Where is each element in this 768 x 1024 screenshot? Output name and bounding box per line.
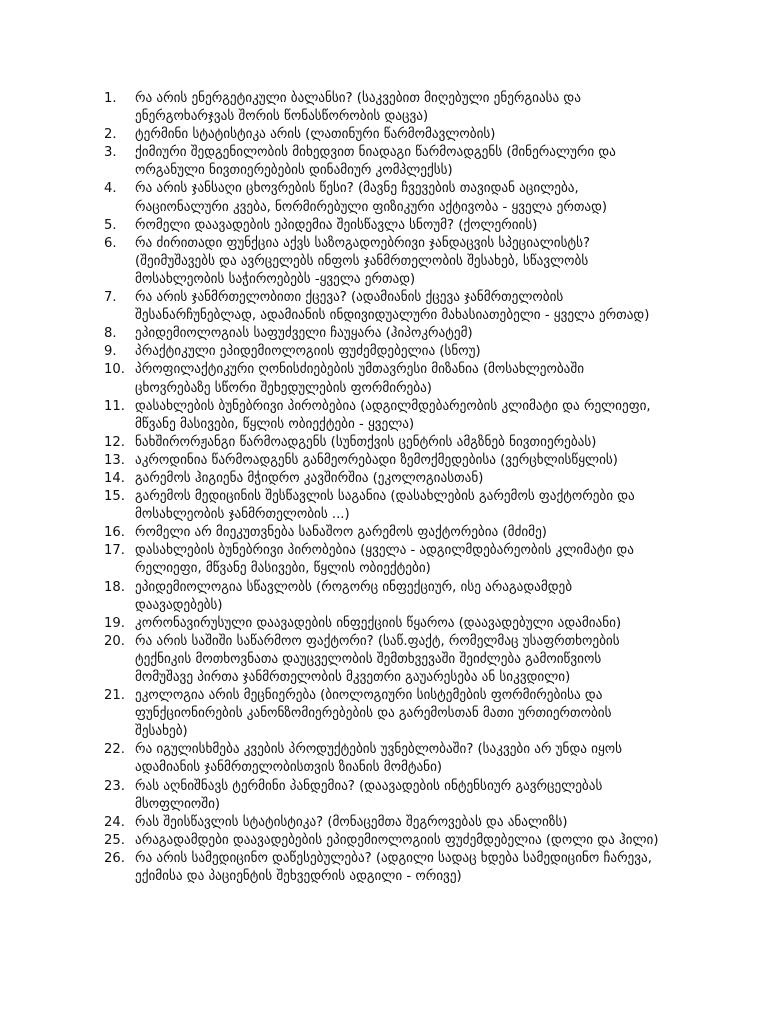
- question-answer-list: [104, 90, 684, 886]
- item-text: გარემოს ჰიგიენა მჭიდრო კავშირშია (ეკოლოგიასთან): [135, 470, 484, 486]
- item-text: პრაქტიკული ეპიდემიოლოგიის ფუძემდებელია (სნოუ): [135, 344, 481, 360]
- list-item: [104, 579, 684, 615]
- item-text: ეკოლოგია არის მეცნიერება (ბიოლოგიური სისტემების ფორმირებისა და ფუნქციონირების კანონზომიერებების და გარემოსთან მათი ურთიერთობის შესახებ): [135, 688, 612, 740]
- list-item: [104, 633, 684, 687]
- item-number: 3.: [104, 145, 117, 161]
- list-item: [104, 542, 684, 578]
- list-item: [104, 741, 684, 777]
- item-number: 23.: [104, 778, 125, 794]
- item-number: 17.: [104, 543, 125, 559]
- item-text: რა არის ჯანსაღი ცხოვრების წესი? (მავნე ჩვევების თავიდან აცილება, რაციონალური კვება, ნორმირებული ფიზიკური აქტივობა - ყველა ერთად): [135, 181, 608, 215]
- list-item: [104, 217, 684, 235]
- item-text: რომელი არ მიეკუთვნება სანაშოო გარემოს ფაქტორებია (მძიმე): [135, 525, 547, 541]
- list-item: [104, 126, 684, 144]
- item-number: 5.: [104, 217, 117, 233]
- list-item: [104, 470, 684, 488]
- item-text: გარემოს მედიცინის შესწავლის საგანია (დასახლების გარემოს ფაქტორები და მოსახლეობის ჯანმრთელობის ...): [135, 489, 635, 523]
- item-number: 20.: [104, 633, 125, 649]
- item-number: 14.: [104, 470, 125, 486]
- item-number: 12.: [104, 434, 125, 450]
- list-item: [104, 488, 684, 524]
- item-text: რომელი დაავადების ეპიდემია შეისწავლა სნოუმ? (ქოლერიის): [135, 217, 538, 233]
- item-text: რა ძირითადი ფუნქცია აქვს საზოგადოებრივი ჯანდაცვის სპეციალისტს? (შეიმუშავებს და ავრცელებს ინფოს ჯანმრთელობის შესახებ, სწავლობს მოსახლეობის საჭიროებებს -ყველა ერთად): [135, 235, 591, 287]
- item-number: 4.: [104, 181, 117, 197]
- item-text: ეპიდემიოლოგია სწავლობს (როგორც ინფექციურ, ისე არაგადამდებ დაავადებებს): [135, 579, 573, 613]
- item-text: დასახლების ბუნებრივი პირობებია (ყველა - ადგილმდებარეობის კლიმატი და რელიეფი, მწვანე მასივები, წყლის ობიექტები): [135, 543, 634, 577]
- list-item: [104, 814, 684, 832]
- item-text: ეპიდემიოლოგიას საფუძველი ჩაუყარა (ჰიპოკრატემ): [135, 326, 473, 342]
- list-item: [104, 144, 684, 180]
- item-text: რა არის საშიში საწარმოო ფაქტორი? (საწ.ფაქტ, რომელმაც უსაფრთხოების ტექნიკის მოთხოვნათა დაუცველობის შემთხვევაში შეიძლება გამოიწვიოს მომუშავე პირთა ჯანმრთელობის მკვეთრი გაუარესება ან სიკვდილი): [135, 633, 620, 685]
- list-item: [104, 90, 684, 126]
- item-text: რა იგულისხმება კვების პროდუქტების უვნებლობაში? (საკვები არ უნდა იყოს ადამიანის ჯანმრთელობისთვის ზიანის მომტანი): [135, 742, 623, 776]
- item-number: 24.: [104, 814, 125, 830]
- list-item: [104, 235, 684, 289]
- item-number: 7.: [104, 290, 117, 306]
- item-text: რა არის ენერგეტიკული ბალანსი? (საკვებით მიღებული ენერგიასა და ენერგოხარჯვას შორის წონასწორობის დაცვა): [135, 91, 581, 125]
- item-number: 18.: [104, 579, 125, 595]
- item-text: ქიმიური შედგენილობის მიხედვით ნიადაგი წარმოადგენს (მინერალური და ორგანული ნივთიერებების დინამიურ კომპლექსს): [135, 145, 616, 179]
- item-number: 1.: [104, 91, 117, 106]
- list-item: [104, 180, 684, 216]
- item-number: 11.: [104, 398, 125, 414]
- list-item: [104, 615, 684, 633]
- list-item: [104, 452, 684, 470]
- item-text: ტერმინი სტატისტიკა არის (ლათინური წარმომავლობის): [135, 127, 496, 143]
- item-number: 25.: [104, 832, 125, 848]
- item-number: 22.: [104, 742, 125, 758]
- item-text: რას აღნიშნავს ტერმინი პანდემია? (დაავადების ინტენსიურ გავრცელებას მსოფლიოში): [135, 778, 603, 812]
- list-item: [104, 778, 684, 814]
- list-item: [104, 361, 684, 397]
- item-text: არაგადამდები დაავადებების ეპიდემიოლოგიის ფუძემდებელია (დოლი და ჰილი): [135, 832, 659, 848]
- item-text: დასახლების ბუნებრივი პირობებია (ადგილმდებარეობის კლიმატი და რელიეფი, მწვანე მასივები, წყლის ობიექტები - ყველა): [135, 398, 651, 432]
- item-text: რა არის სამედიცინო დაწესებულება? (ადგილი სადაც ხდება სამედიცინო ჩარევა, ექიმისა და პაციენტის შეხვედრის ადგილი - ორივე): [135, 850, 652, 885]
- item-number: 19.: [104, 615, 125, 631]
- item-text: პროფილაქტიკური ღონისძიებების უმთავრესი მიზანია (მოსახლეობაში ცხოვრებაზე სწორი შეხედულების ფორმირება): [135, 362, 585, 396]
- item-number: 8.: [104, 326, 117, 342]
- item-number: 15.: [104, 489, 125, 505]
- item-text: ნახშირორჟანგი წარმოადგენს (სუნთქვის ცენტრის ამგზნებ ნივთიერებას): [135, 434, 597, 450]
- item-text: აკროდინია წარმოადგენს განმეორებადი ზემოქმედებისა (ვერცხლისწყლის): [135, 452, 618, 468]
- item-number: 9.: [104, 344, 117, 360]
- list-item: [104, 832, 684, 850]
- list-item: [104, 434, 684, 452]
- list-item: [104, 289, 684, 325]
- list-item: [104, 343, 684, 361]
- item-text: რა არის ჯანმრთელობითი ქცევა? (ადამიანის ქცევა ჯანმრთელობის შესანარჩუნებლად, ადამიანის ინდივიდუალური მახასიათებელი - ყველა ერთად): [135, 290, 650, 324]
- item-number: 2.: [104, 127, 117, 143]
- list-item: [104, 850, 684, 886]
- item-number: 10.: [104, 362, 125, 378]
- list-item: [104, 687, 684, 741]
- list-item: [104, 398, 684, 434]
- list-item: [104, 325, 684, 343]
- list-item: [104, 524, 684, 542]
- item-number: 26.: [104, 850, 125, 866]
- item-text: კორონავირუსული დაავადების ინფექციის წყაროა (დაავადებული ადამიანი): [135, 615, 622, 631]
- item-number: 16.: [104, 525, 125, 541]
- item-number: 21.: [104, 688, 125, 704]
- item-number: 6.: [104, 235, 117, 251]
- item-number: 13.: [104, 452, 125, 468]
- item-text: რას შეისწავლის სტატისტიკა? (მონაცემთა შეგროვებას და ანალიზს): [135, 814, 568, 830]
